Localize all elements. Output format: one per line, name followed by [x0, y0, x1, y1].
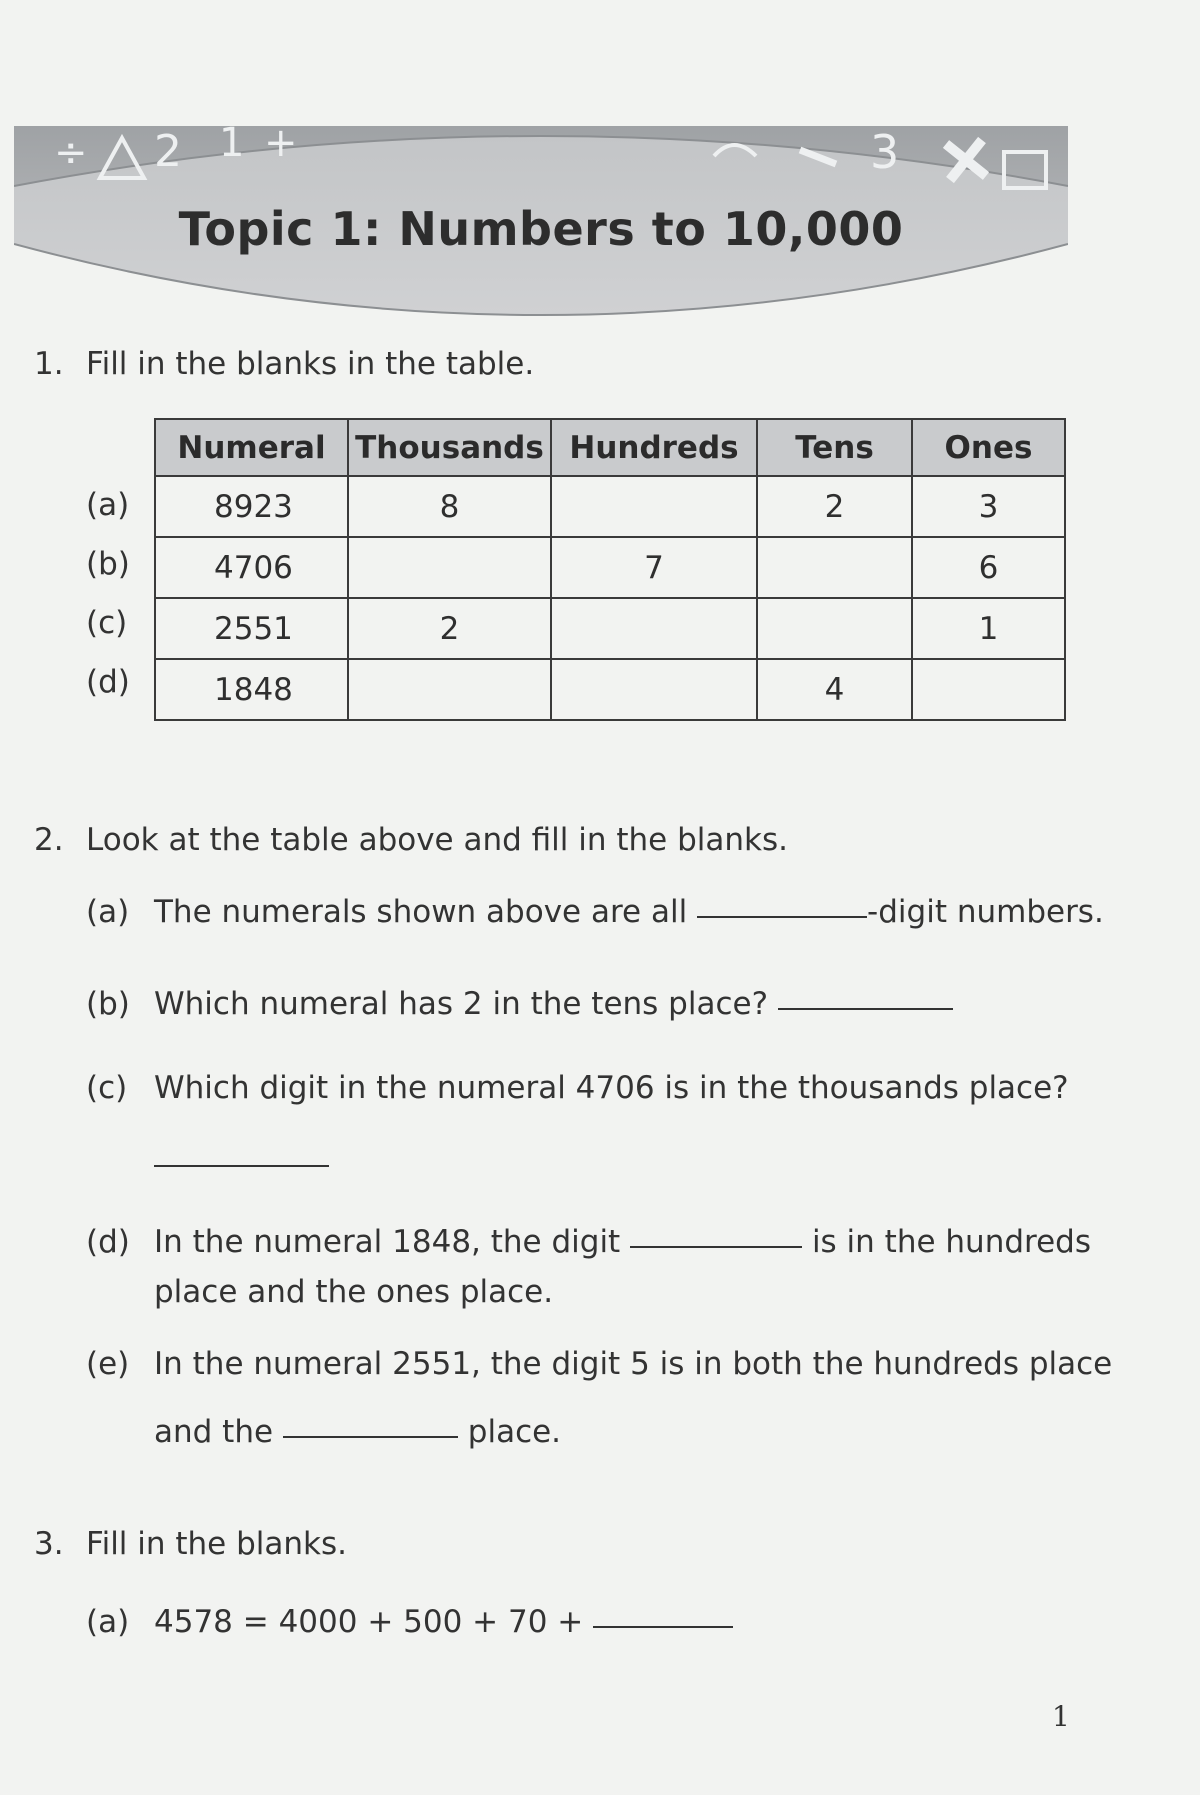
q2a-text-after: -digit numbers. — [867, 894, 1104, 930]
q2-number: 2. — [34, 822, 64, 858]
table-row — [155, 476, 1065, 537]
cell-thousands[interactable] — [348, 537, 551, 598]
cell-hundreds[interactable] — [551, 476, 757, 537]
q2c-answer-blank[interactable] — [154, 1164, 329, 1167]
digit-2-icon: 2 — [154, 126, 182, 177]
table-row — [155, 598, 1065, 659]
topic-banner — [14, 126, 1068, 316]
q2c-label: (c) — [86, 1070, 128, 1106]
q2b-answer-blank[interactable] — [778, 1007, 953, 1010]
cell-tens[interactable] — [757, 598, 912, 659]
q2d-line1 — [154, 1224, 1091, 1260]
q2b-label: (b) — [86, 986, 130, 1022]
q2e-line2 — [154, 1414, 561, 1450]
header-ones: Ones — [912, 419, 1065, 476]
row-label-b: (b) — [86, 546, 130, 582]
q2a-line — [154, 894, 1104, 930]
q3a-label: (a) — [86, 1604, 130, 1640]
divide-symbol-icon: ÷ — [54, 130, 88, 176]
plus-symbol-icon: + — [264, 126, 298, 166]
cell-ones[interactable]: 3 — [912, 476, 1065, 537]
q3-number: 3. — [34, 1526, 64, 1562]
cell-hundreds[interactable] — [551, 659, 757, 720]
q3-text: Fill in the blanks. — [86, 1526, 348, 1562]
q2d-answer-blank[interactable] — [630, 1245, 802, 1248]
q2d-label: (d) — [86, 1224, 130, 1260]
q1-text: Fill in the blanks in the table. — [86, 346, 535, 382]
q3a-text: 4578 = 4000 + 500 + 70 + — [154, 1604, 584, 1640]
row-label-a: (a) — [86, 487, 130, 523]
q2e-answer-blank[interactable] — [283, 1435, 458, 1438]
cell-hundreds[interactable] — [551, 598, 757, 659]
q2a-text-before: The numerals shown above are all — [154, 894, 688, 930]
cell-thousands[interactable]: 8 — [348, 476, 551, 537]
q2a-label: (a) — [86, 894, 130, 930]
header-thousands: Thousands — [348, 419, 551, 476]
table-header-row — [155, 419, 1065, 476]
digit-3-icon: 3 — [870, 126, 900, 179]
q2c-text: Which digit in the numeral 4706 is in the thousands place? — [154, 1070, 1069, 1106]
header-tens: Tens — [757, 419, 912, 476]
q1-number: 1. — [34, 346, 64, 382]
cell-thousands[interactable] — [348, 659, 551, 720]
q2d-line2: place and the ones place. — [154, 1274, 554, 1310]
header-hundreds: Hundreds — [551, 419, 757, 476]
q2b-line — [154, 986, 953, 1022]
q2d-text-before: In the numeral 1848, the digit — [154, 1224, 621, 1260]
q2d-text-after: is in the hundreds — [811, 1224, 1091, 1260]
q2a-answer-blank[interactable] — [697, 915, 867, 918]
digit-1-icon: 1 — [219, 126, 245, 166]
cell-tens[interactable]: 2 — [757, 476, 912, 537]
q2e-text-after: place. — [467, 1414, 562, 1450]
row-label-c: (c) — [86, 605, 128, 641]
cell-ones[interactable]: 1 — [912, 598, 1065, 659]
page-title: Topic 1: Numbers to 10,000 — [178, 202, 904, 256]
place-value-table — [154, 418, 1066, 721]
q2e-text-before: and the — [154, 1414, 274, 1450]
cell-ones[interactable] — [912, 659, 1065, 720]
cell-tens[interactable]: 4 — [757, 659, 912, 720]
header-numeral: Numeral — [155, 419, 348, 476]
page-number: 1 — [1052, 1700, 1070, 1733]
cell-numeral: 8923 — [155, 476, 348, 537]
cell-numeral: 4706 — [155, 537, 348, 598]
q2e-line1: In the numeral 2551, the digit 5 is in both the hundreds place — [154, 1346, 1113, 1382]
q3a-answer-blank[interactable] — [593, 1625, 733, 1628]
cell-ones[interactable]: 6 — [912, 537, 1065, 598]
row-label-d: (d) — [86, 664, 130, 700]
cell-hundreds[interactable]: 7 — [551, 537, 757, 598]
cell-numeral: 1848 — [155, 659, 348, 720]
table-row — [155, 659, 1065, 720]
q2-text: Look at the table above and fill in the blanks. — [86, 822, 788, 858]
cell-thousands[interactable]: 2 — [348, 598, 551, 659]
cell-numeral: 2551 — [155, 598, 348, 659]
q3a-line — [154, 1604, 733, 1640]
table-row — [155, 537, 1065, 598]
q2b-text: Which numeral has 2 in the tens place? — [154, 986, 769, 1022]
q2e-label: (e) — [86, 1346, 130, 1382]
cell-tens[interactable] — [757, 537, 912, 598]
